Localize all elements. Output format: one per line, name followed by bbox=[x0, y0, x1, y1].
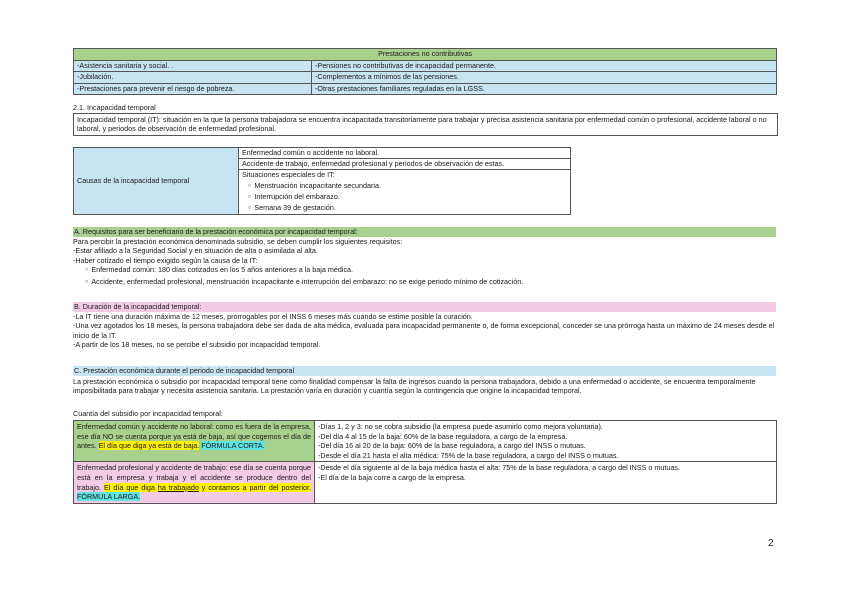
causes-row: Accidente de trabajo, enfermedad profesional y periodos de observación de estas. bbox=[239, 159, 571, 170]
causes-row: Enfermedad común o accidente no laboral. bbox=[239, 148, 571, 159]
benefits-row-left: -Asistencia sanitaria y social. . bbox=[74, 60, 312, 72]
amount-caption: Cuantía del subsidio por incapacidad temporal: bbox=[73, 409, 223, 418]
special-item: ○ Semana 39 de gestación. bbox=[256, 203, 567, 214]
section-b-line: -La IT tiene una duración máxima de 12 meses, prorrogables por el INSS 6 meses más cuando se estime posible la curación. bbox=[73, 312, 473, 321]
special-list bbox=[242, 181, 567, 215]
section-heading-21: 2.1. Incapacidad temporal bbox=[73, 103, 156, 112]
special-item: ○ Interrupción del embarazo. bbox=[256, 192, 567, 203]
formula-long: FÓRMULA LARGA. bbox=[77, 492, 141, 502]
section-a-line: -Haber cotizado el tiempo exigido según la causa de la IT: bbox=[73, 255, 258, 265]
professional-illness-rules bbox=[315, 462, 777, 503]
special-title: Situaciones especiales de IT: bbox=[242, 170, 335, 180]
rule-line: -Días 1, 2 y 3: no se cobra subsidio (la empresa puede asumirlo como mejora voluntaria). bbox=[318, 422, 603, 431]
rule-line: -Desde el día siguiente al de la baja médica hasta el alta: 75% de la base reguladora, a cargo del INSS o mutuas. bbox=[318, 463, 680, 473]
section-b-line: -A partir de los 18 meses, no se percibe el subsidio por incapacidad temporal. bbox=[73, 340, 321, 350]
rule-line: -Del día 16 al 20 de la baja: 60% de la base reguladora, a cargo del INSS o mutuas. bbox=[318, 441, 586, 451]
benefits-table bbox=[73, 48, 777, 95]
causes-label: Causas de la incapacidad temporal bbox=[74, 148, 239, 215]
benefits-row-left: -Jubilación. bbox=[74, 72, 312, 84]
section-a-intro: Para percibir la prestación económica denominada subsidio, se deben cumplir los siguientes requisitos: bbox=[73, 237, 403, 246]
section-a-title: A. Requisitos para ser beneficiario de la prestación económica por incapacidad temporal: bbox=[73, 227, 776, 237]
causes-table bbox=[73, 147, 571, 215]
rule-line: -Del día 4 al 15 de la baja: 60% de la base reguladora, a cargo de la empresa. bbox=[318, 431, 568, 441]
benefits-row-right: -Otras prestaciones familiares reguladas en la LGSS. bbox=[312, 83, 777, 95]
section-c-title: C. Prestación económica durante el periodo de incapacidad temporal bbox=[73, 366, 776, 376]
professional-illness-cell: Enfermedad profesional y accidente de trabajo: ese día se cuenta porque está en la empresa y trabaja y el accidente se produce dentro del trabajo. El día que diga ha trabajado y contamos a partir del posterior. FÓRMULA LARGA. bbox=[74, 462, 315, 503]
benefits-row-right: -Pensiones no contributivas de incapacidad permanente. bbox=[312, 60, 777, 72]
common-illness-cell: Enfermedad común y accidente no laboral: como es fuera de la empresa, ese día NO se cuenta porque ya está de baja, así que cogemos el día de antes. El día que diga ya está de baja. FÓRMULA CORTA. bbox=[74, 421, 315, 462]
causes-special bbox=[239, 170, 571, 215]
section-b-line: -Una vez agotados los 18 meses, la persona trabajadora debe ser dada de alta médica, evaluada para incapacidad permanente o, de forma excepcional, conceder se una prórroga hasta un máximo de 24 meses desde el inicio de la IT. bbox=[73, 321, 775, 340]
benefits-row-right: -Complementos a mínimos de las pensiones. bbox=[312, 72, 777, 84]
common-highlight: El día que diga ya está de baja. bbox=[98, 441, 200, 451]
section-a-item: ○ Enfermedad común: 180 días cotizados en los 5 años anteriores a la baja médica. bbox=[93, 265, 776, 276]
page-number: 2 bbox=[768, 538, 774, 549]
section-c-paragraph: La prestación económica o subsidio por incapacidad temporal tiene como finalidad compensar la falta de ingresos cuando la persona trabajadora, debido a una enfermedad o accidente, se encuentra temporalmente imposibilitada para trabajar y necesita asistencia sanitaria. La prestación varía en duración y cuantía según la contingencia que origine la incapacidad temporal. bbox=[73, 377, 756, 396]
section-a-body bbox=[73, 237, 776, 288]
formula-short: FÓRMULA CORTA. bbox=[201, 441, 265, 451]
section-a-line: -Estar afiliado a la Seguridad Social y en situación de alta o asimilada al alta. bbox=[73, 246, 318, 256]
benefits-table-header: Prestaciones no contributivas bbox=[74, 49, 777, 61]
benefits-row-left: -Prestaciones para prevenir el riesgo de pobreza. bbox=[74, 83, 312, 95]
rule-line: -El día de la baja corre a cargo de la empresa. bbox=[318, 472, 466, 482]
worked-underline: ha trabajado bbox=[157, 482, 199, 492]
section-a-list bbox=[73, 265, 776, 288]
it-definition-box: Incapacidad temporal (IT): situación en la que la persona trabajadora se encuentra incapacitada transitoriamente para trabajar y precisa asistencia sanitaria por enfermedad común o profesional, accidente laboral o no laboral, y periodos de observación de enfermedad profesional. bbox=[73, 113, 778, 136]
common-illness-rules bbox=[315, 421, 777, 462]
special-item: ○ Menstruación incapacitante secundaria. bbox=[256, 181, 567, 192]
section-b-title: B. Duración de la incapacidad temporal: bbox=[73, 302, 776, 312]
section-a-item: ○ Accidente, enfermedad profesional, menstruación incapacitante e interrupción del embarazo: no se exige periodo mínimo de cotización. bbox=[93, 277, 776, 288]
amount-table bbox=[73, 420, 777, 504]
section-b-body bbox=[73, 312, 776, 350]
rule-line: -Desde el día 21 hasta el alta médica: 75% de la base reguladora, a cargo del INSS o mutuas. bbox=[318, 450, 619, 460]
